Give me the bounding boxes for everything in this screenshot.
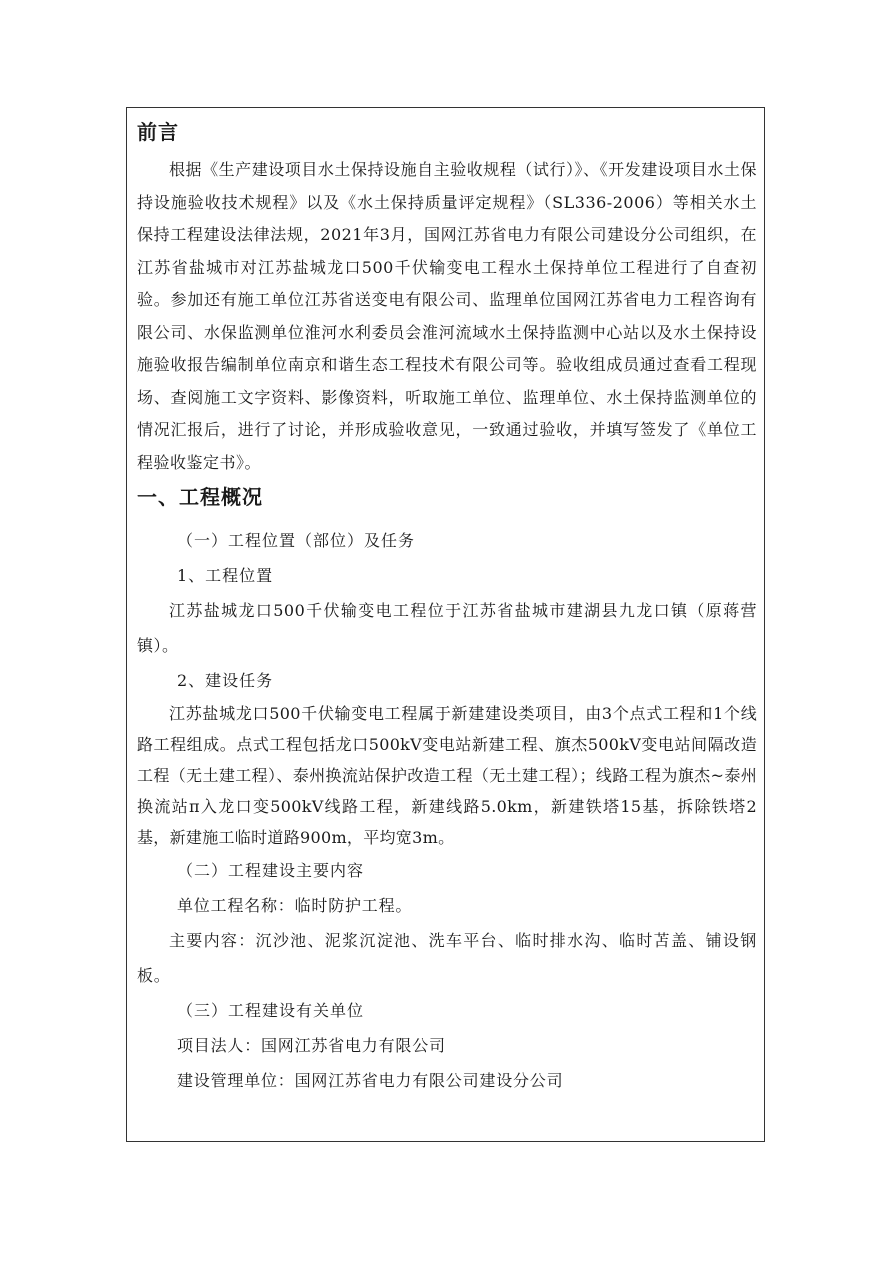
subsection-title-location-task: （一）工程位置（部位）及任务	[177, 531, 416, 550]
section-title-project-overview: 一、工程概况	[137, 485, 263, 509]
project-legal-person: 项目法人：国网江苏省电力有限公司	[177, 1036, 446, 1055]
main-content-paragraph: 主要内容：沉沙池、泥浆沉淀池、洗车平台、临时排水沟、临时苫盖、铺设钢板。	[137, 931, 757, 985]
document-frame	[126, 107, 765, 1142]
preface-title: 前言	[137, 120, 179, 144]
subsection-title-main-content: （二）工程建设主要内容	[177, 861, 365, 880]
location-paragraph: 江苏盐城龙口500千伏输变电工程位于江苏省盐城市建湖县九龙口镇（原蒋营镇）。	[137, 601, 757, 655]
item-title-construction-task: 2、建设任务	[177, 671, 274, 690]
preface-paragraph: 根据《生产建设项目水土保持设施自主验收规程（试行）》、《开发建设项目水土保持设施验收技术规程》以及《水土保持质量评定规程》（SL336-2006）等相关水土保持工程建设法律法规，2021年3月，国网江苏省电力有限公司建设分公司组织，在江苏省盐城市对江苏盐城龙口500千伏输变电工程水土保持单位工程进行了自查初验。参加还有施工单位江苏省送变电有限公司、监理单位国网江苏省电力工程咨询有限公司、水保监测单位淮河水利委员会淮河流域水土保持监测中心站以及水土保持设施验收报告编制单位南京和谐生态工程技术有限公司等。验收组成员通过查看工程现场、查阅施工文字资料、影像资料，听取施工单位、监理单位、水土保持监测单位的情况汇报后，进行了讨论，并形成验收意见，一致通过验收，并填写签发了《单位工程验收鉴定书》。	[137, 160, 757, 472]
construction-task-paragraph: 江苏盐城龙口500千伏输变电工程属于新建建设类项目，由3个点式工程和1个线路工程组成。点式工程包括龙口500kV变电站新建工程、旗杰500kV变电站间隔改造工程（无土建工程）、泰州换流站保护改造工程（无土建工程）；线路工程为旗杰~泰州换流站π入龙口变500kV线路工程，新建线路5.0km，新建铁塔15基，拆除铁塔2基，新建施工临时道路900m，平均宽3m。	[137, 704, 757, 847]
unit-project-name: 单位工程名称：临时防护工程。	[177, 896, 413, 915]
subsection-title-related-units: （三）工程建设有关单位	[177, 1001, 365, 1020]
document-content	[137, 118, 757, 1098]
construction-management-unit: 建设管理单位：国网江苏省电力有限公司建设分公司	[177, 1071, 564, 1090]
item-title-location: 1、工程位置	[177, 566, 274, 585]
